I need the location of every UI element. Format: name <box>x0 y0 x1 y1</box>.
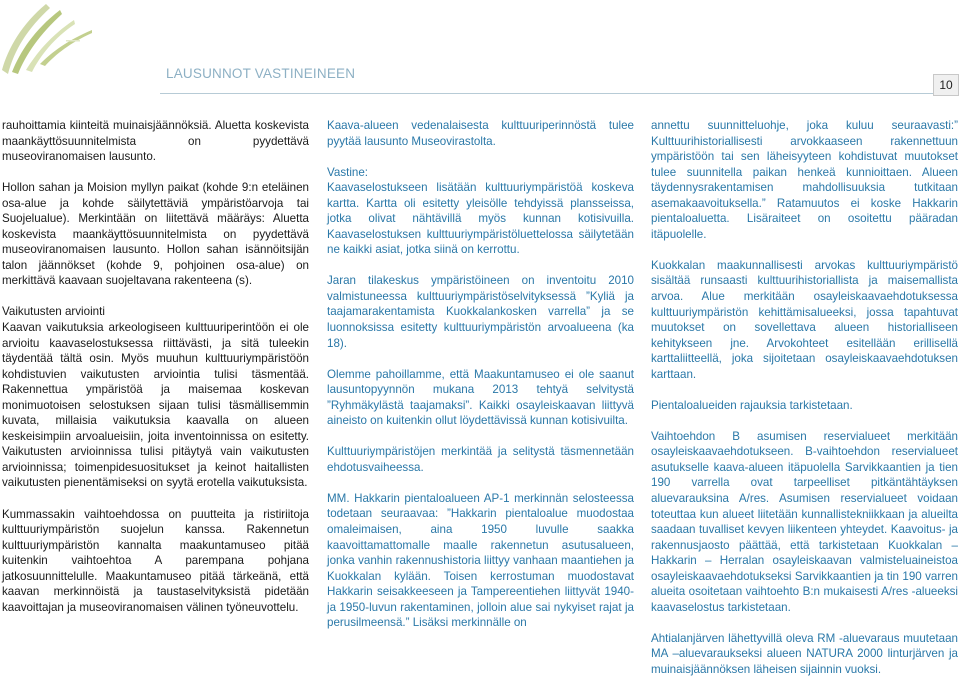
organization-logo <box>0 0 110 80</box>
paragraph: MM. Hakkarin pientaloalueen AP-1 merkinnän selosteessa todetaan seuraavaa: ”Hakkarin pientaloalue muodostaa omaleimaisen, aina 1950 luvulle saakka kaavoittamattomalle maalle rakennetun asutusalueen, jonka vanhin rakennushistoria liittyy vanhaan maantiehen ja Kuokkalan kylään. Toisen kerrostuman muodostavat Hakkarin seisakkeeseen ja Tampereentiehen liittyvät 1940- ja 1950-luvun rakentaminen, jolloin alue sai nykyiset rajat ja perusilmeensä.” Lisäksi merkinnälle on <box>327 491 634 630</box>
column-2 <box>327 118 634 646</box>
paragraph: Kummassakin vaihtoehdossa on puutteita ja ristiriitoja kulttuuriympäristön suojelun kanssa. Rakennetun kulttuuriympäristön kannalta maakuntamuseo pitää kuitenkin vaihtoehtoa A parempana pohjana jatkosuunnittelulle. Maakuntamuseo pitää tärkeänä, että kaavan merkinnöistä ja taustaselvityksistä pidetään kaavoittajan ja museoviranomaisen välinen työneuvottelu. <box>2 507 309 614</box>
section-title: LAUSUNNOT VASTINEINEEN <box>166 66 356 81</box>
paragraph: Jaran tilakeskus ympäristöineen on inventoitu 2010 valmistuneessa kulttuuriympäristöselvityksessä ”Kyliä ja taajamarakentamista Kuokkalankosken varrella” ja se luonnoksissa esitetty kulttuuriympäristön arvoalueena (ka 18). <box>327 274 634 350</box>
paragraph: Vaihtoehdon B asumisen reservialueet merkitään osayleiskaavaehdotukseen. B-vaihtoehdon reservialueet asutukselle kaava-alueen itäpuolella Sarvikkaantien ja tien 190 varrella ovat tarpeelliset pitkäntähtäyksen aluevarauksina A/res. Asumisen reservialueet voidaan toteuttaa kun alueet liitetään kunnallistekniikkaan ja alueilta saadaan tuvalliset kevyen liikenteen yhteydet. Kaavoitus- ja rakennusjaosto päättää, että tarkistetaan Kuokkalan – Hakkarin – Herralan osayleiskaavan valmisteluaineistoa osayleiskaavaehdotukseksi Sarvikkaantien ja tin 190 varren alueita osoitetaan vaihtoehto B:n mukaisesti A/res -alueeksi kaavaselostus tarkistetaan. <box>651 429 958 614</box>
response-paragraph: Vastine: Kaavaselostukseen lisätään kulttuuriympäristöä koskeva kartta. Kartta oli esitetty yleisölle tehdyissä plansseissa, jotka olivat nähtävillä myös kunnan kotisivuilla. Kaavaselostuksen kulttuuriympäristöluettelossa säilytetään ne kaikki asiat, jotka siinä on kerrottu. <box>327 165 634 257</box>
paragraph: Kaava-alueen vedenalaisesta kulttuuriperinnöstä tulee pyytää lausunto Museovirastolta. <box>327 119 634 148</box>
page-number: 10 <box>933 74 959 96</box>
paragraph: Ahtialanjärven lähettyvillä oleva RM -aluevaraus muutetaan MA –aluevaraukseksi alueen NATURA 2000 linturjärven ja muinaisjäännöksen läheisen sijainnin vuoksi. <box>651 631 958 676</box>
paragraph: Kulttuuriympäristöjen merkintää ja selitystä täsmennetään ehdotusvaiheessa. <box>327 445 634 474</box>
paragraph: Hollon sahan ja Moision myllyn paikat (kohde 9:n eteläinen osa-alue ja kohde säilytettäviä ympäristöarvoja tai Suojelualue). Merkintään on liitettävä määräys: Aluetta koskevista maankäyttösuunnitelmista on pyydettävä museoviranomaisen lausunto. Hollon sahan isännöitsijän talon jäännökset (kohde 9, pohjoinen osa-alue) on merkittävä kaavaan suojeltavana rakenteena (s). <box>2 181 309 288</box>
paragraph: Kuokkalan maakunnallisesti arvokas kulttuuriympäristö sisältää runsaasti kulttuurihistoriallista ja maisemallista arvoa. Alue merkitään osayleiskaavaehdotuksessa kulttuuriympäristön kehittämisalueeksi, jossa tapahtuvat muutokset on sovellettava alueen historialliseen kehitykseen jne. Arvokohteet esitellään erillisellä karttaliitteellä, joka sijoitetaan osayleiskaavaehdotuksen karttaan. <box>651 258 958 381</box>
column-3 <box>651 118 958 693</box>
paragraph: Olemme pahoillamme, että Maakuntamuseo ei ole saanut lausuntopyynnön mukana 2013 tehtyä selvitystä ”Ryhmäkylästä taajamaksi”. Kaikki osayleiskaavan liittyvä aineisto on kuitenkin ollut löydettävissä kunnan kotisivuilta. <box>327 367 634 428</box>
paragraph: rauhoittamia kiinteitä muinaisjäännöksiä. Aluetta koskevista maankäyttösuunnitelmista on pyydettävä museoviranomaisen lausunto. <box>2 119 309 164</box>
header-divider <box>160 93 959 94</box>
paragraph: annettu suunnitteluohje, joka kuluu seuraavasti:” Kulttuurihistoriallisesti arvokkaaseen rakennettuun ympäristöön tai sen läheisyyteen kohdistuvat muutokset tulee suunnitella paikan henkeä kunnioittaen. Alueen täydennysrakentamisen mahdollisuuksia tutkitaan asemakaavoituksella.” Ratamuutos ei koske Hakkarin pientaloaluetta. Lisäraiteet on osoitettu pääradan itäpuolelle. <box>651 119 958 241</box>
paragraph: Vaikutusten arviointi Kaavan vaikutuksia arkeologiseen kulttuuriperintöön ei ole arvioitu kaavaselostuksessa riittävästi, ja sitä tuleekin täydentää tältä osin. Myös muuhun kulttuuriympäristöön kohdistuvien vaikutusten arviointia tulisi täsmentää. Rakennettua ympäristöä ja maisemaa koskevan monimuotoisen selostuksen sijaan tulisi täsmällisemmin kuvata, millaisia vaikutuksia kaavalla on alueen keskeisimpiin arvoalueisiin, joita inventoinnissa on esitetty. Vaikutusten arvioinnissa tulisi pitäytyä vain vaikutusten arvioinnissa; toimenpidesuositukset ja keinot haitallisten vaikutusten pienentämiseksi on syytä erotella vaikutuksista. <box>2 305 309 490</box>
paragraph: Pientaloalueiden rajauksia tarkistetaan. <box>651 398 853 412</box>
column-1 <box>2 118 309 631</box>
